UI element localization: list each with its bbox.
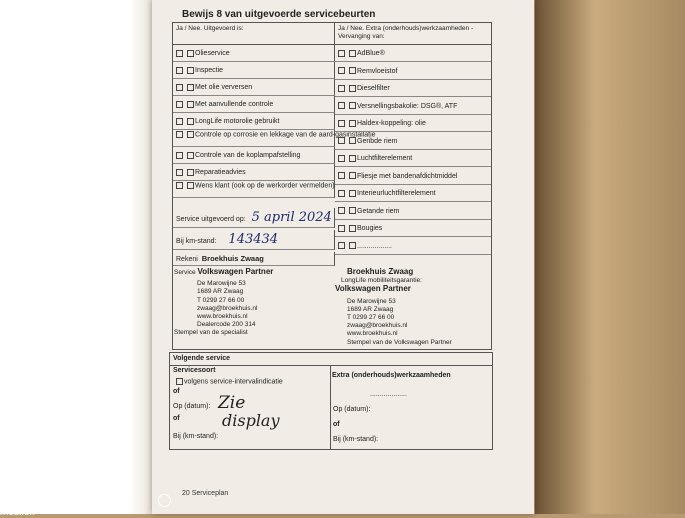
service-table — [172, 22, 492, 350]
handwritten-zie: Zie — [218, 393, 246, 413]
left-row-2 — [173, 79, 335, 96]
km-handwritten: 143434 — [228, 232, 279, 247]
mobilox-text: mobilox — [0, 507, 35, 518]
interval-option-label: volgens service-intervalindicatie — [184, 378, 283, 386]
left-row-label: Inspectie — [195, 67, 224, 74]
page-footer: 20 Serviceplan — [182, 490, 229, 497]
check-ja[interactable] — [338, 137, 345, 144]
check-ja[interactable] — [176, 169, 183, 176]
next-service-title: Volgende service — [173, 355, 231, 362]
of-label-1: of — [173, 388, 180, 395]
check-ja[interactable] — [338, 155, 345, 162]
next-service-box — [169, 352, 493, 450]
left-row-5 — [173, 130, 376, 147]
stamp-label-partner: Stempel van de Volkswagen Partner — [347, 338, 452, 346]
check-ja[interactable] — [338, 172, 345, 179]
right-row-label: Fliesje met bandenafdichtmiddel — [357, 172, 458, 180]
stamp-name-overlap: Broekhuis Zwaag — [201, 254, 264, 263]
left-row-label: Wens klant (ook op de werkorder vermelden) — [195, 182, 335, 190]
check-nee[interactable] — [187, 131, 194, 138]
check-nee[interactable] — [187, 152, 194, 159]
check-nee[interactable] — [187, 169, 194, 176]
stamp-website: www.broekhuis.nl — [197, 313, 248, 321]
stamp-label-specialist: Stempel van de specialist — [174, 329, 248, 337]
check-nee[interactable] — [349, 102, 356, 109]
right-row-label: AdBlue® — [357, 50, 385, 57]
right-row-label: Luchtfilterelement — [357, 155, 413, 162]
check-ja[interactable] — [338, 120, 345, 127]
right-row-6 — [335, 150, 491, 167]
stamp2-longlife: LongLife mobiliteitsgarantie: — [341, 277, 422, 285]
right-row-0 — [335, 45, 491, 62]
left-column-header: Ja / Nee. Uitgevoerd is: — [173, 23, 335, 45]
next-km-label-right: Bij (km-stand): — [333, 436, 379, 443]
check-ja[interactable] — [176, 182, 183, 189]
check-nee[interactable] — [349, 242, 356, 249]
stamp2-partner: Volkswagen Partner — [335, 284, 411, 294]
check-nee[interactable] — [349, 207, 356, 214]
next-dots-1: ................... — [370, 391, 407, 398]
right-row-label: Haldex-koppeling: olie — [357, 120, 426, 127]
left-row-3 — [173, 96, 335, 113]
background-left — [0, 0, 152, 514]
right-row-4 — [335, 115, 491, 132]
stamp2-phone: T 0299 27 66 00 — [347, 314, 395, 322]
left-row-label: Met aanvullende controle — [195, 101, 274, 108]
service-date-row — [173, 208, 335, 228]
left-row-label: Met olie verversen — [195, 84, 253, 91]
right-row-8 — [335, 185, 491, 202]
handwritten-display: display — [222, 411, 280, 430]
right-row-label: Geribde riem — [357, 137, 398, 145]
mobilox-logo-icon — [158, 494, 171, 507]
page-title: Bewijs 8 van uitgevoerde servicebeurten — [182, 9, 376, 20]
next-km-label: Bij (km-stand): — [173, 433, 219, 440]
stamp2-website: www.broekhuis.nl — [347, 330, 398, 338]
check-nee[interactable] — [187, 182, 194, 189]
next-date-label: Op (datum): — [173, 403, 211, 410]
stamp-phone: T 0299 27 66 00 — [197, 296, 245, 304]
stamp2-name: Broekhuis Zwaag — [347, 267, 414, 276]
check-ja[interactable] — [338, 242, 345, 249]
stamp-partner: Volkswagen Partner — [197, 267, 274, 276]
check-nee[interactable] — [349, 172, 356, 179]
next-col-servicesoort: Servicesoort — [173, 367, 216, 374]
check-nee[interactable] — [187, 84, 194, 91]
next-col-extra: Extra (onderhouds)werkzaamheden — [332, 372, 451, 379]
right-row-3 — [335, 98, 491, 115]
check-nee[interactable] — [349, 225, 356, 232]
of-label-2: of — [173, 415, 180, 422]
check-nee[interactable] — [349, 137, 356, 144]
km-label: Bij km-stand: — [176, 238, 217, 245]
check-nee[interactable] — [349, 85, 356, 92]
right-row-label: Dieselfilter — [357, 85, 390, 92]
check-nee[interactable] — [349, 120, 356, 127]
right-row-label: Bougies — [357, 225, 383, 232]
right-row-label: .................. — [357, 242, 393, 250]
check-ja[interactable] — [176, 118, 183, 125]
right-row-11 — [335, 238, 491, 255]
check-nee[interactable] — [349, 190, 356, 197]
stamp2-address2: 1689 AR Zwaag — [347, 305, 394, 313]
check-ja[interactable] — [176, 131, 183, 138]
reken-label: Rekeni — [176, 256, 198, 263]
right-row-label: Interieurluchtfilterelement — [357, 190, 436, 197]
check-ja[interactable] — [338, 225, 345, 232]
service-date-handwritten: 5 april 2024 — [251, 210, 332, 225]
check-nee[interactable] — [187, 118, 194, 125]
check-nee[interactable] — [187, 101, 194, 108]
left-row-0 — [173, 45, 335, 62]
service-date-label: Service uitgevoerd op: — [176, 216, 246, 223]
reken-row — [173, 252, 335, 266]
right-row-label: Remvloeistof — [357, 67, 398, 75]
right-row-2 — [335, 80, 491, 97]
of-label-right: of — [333, 421, 340, 428]
right-row-9 — [335, 203, 491, 220]
left-row-6 — [173, 147, 335, 164]
check-ja[interactable] — [176, 152, 183, 159]
check-nee[interactable] — [349, 155, 356, 162]
left-row-label: Reparatieadvies — [195, 169, 246, 176]
background-right — [535, 0, 685, 514]
check-ja[interactable] — [338, 102, 345, 109]
right-column-header: Ja / Nee. Extra (onderhouds)werkzaamheden - Vervanging van: — [335, 23, 491, 45]
stamp-address1: De Marowijne 53 — [197, 280, 246, 288]
right-row-label: Versnellingsbakolie: DSG®, ATF — [357, 102, 458, 110]
stamp2-address1: De Marowijne 53 — [347, 297, 396, 305]
left-row-label: Controle op corrosie en lekkage van de aard-gasinstallatie — [195, 131, 376, 139]
check-ja[interactable] — [176, 101, 183, 108]
check-ja[interactable] — [338, 207, 345, 214]
partner-stamp — [335, 267, 491, 347]
check-ja[interactable] — [338, 67, 345, 74]
left-row-8 — [173, 181, 335, 198]
check-nee[interactable] — [349, 50, 356, 57]
left-row-label: LongLife motorolie gebruikt — [195, 118, 280, 125]
check-ja[interactable] — [176, 84, 183, 91]
stamp-dealercode: Dealercode 200 314 — [197, 321, 256, 329]
check-nee[interactable] — [187, 67, 194, 74]
left-row-7 — [173, 164, 335, 181]
left-row-4 — [173, 113, 335, 130]
right-row-7 — [335, 168, 491, 185]
stamp-email: zwaag@broekhuis.nl — [197, 304, 258, 312]
km-row — [173, 230, 335, 250]
mobilox-watermark — [0, 494, 140, 518]
right-row-label: Getande riem — [357, 207, 400, 215]
check-ja[interactable] — [338, 85, 345, 92]
check-ja[interactable] — [176, 67, 183, 74]
right-row-10 — [335, 220, 491, 237]
check-ja[interactable] — [176, 50, 183, 57]
right-row-5 — [335, 133, 491, 150]
service-booklet-page — [152, 0, 534, 514]
specialist-stamp — [174, 267, 327, 338]
stamp-address2: 1689 AR Zwaag — [197, 288, 244, 296]
interval-checkbox[interactable] — [176, 378, 183, 385]
right-row-1 — [335, 63, 491, 80]
check-nee[interactable] — [349, 67, 356, 74]
left-row-label: Olieservice — [195, 50, 230, 57]
check-ja[interactable] — [338, 50, 345, 57]
service-abbr: Service — [174, 269, 196, 276]
left-row-label: Controle van de koplampafstelling — [195, 152, 301, 159]
left-row-1 — [173, 62, 335, 79]
check-ja[interactable] — [338, 190, 345, 197]
next-date-label-right: Op (datum): — [333, 406, 371, 413]
check-nee[interactable] — [187, 50, 194, 57]
stamp2-email: zwaag@broekhuis.nl — [347, 322, 408, 330]
